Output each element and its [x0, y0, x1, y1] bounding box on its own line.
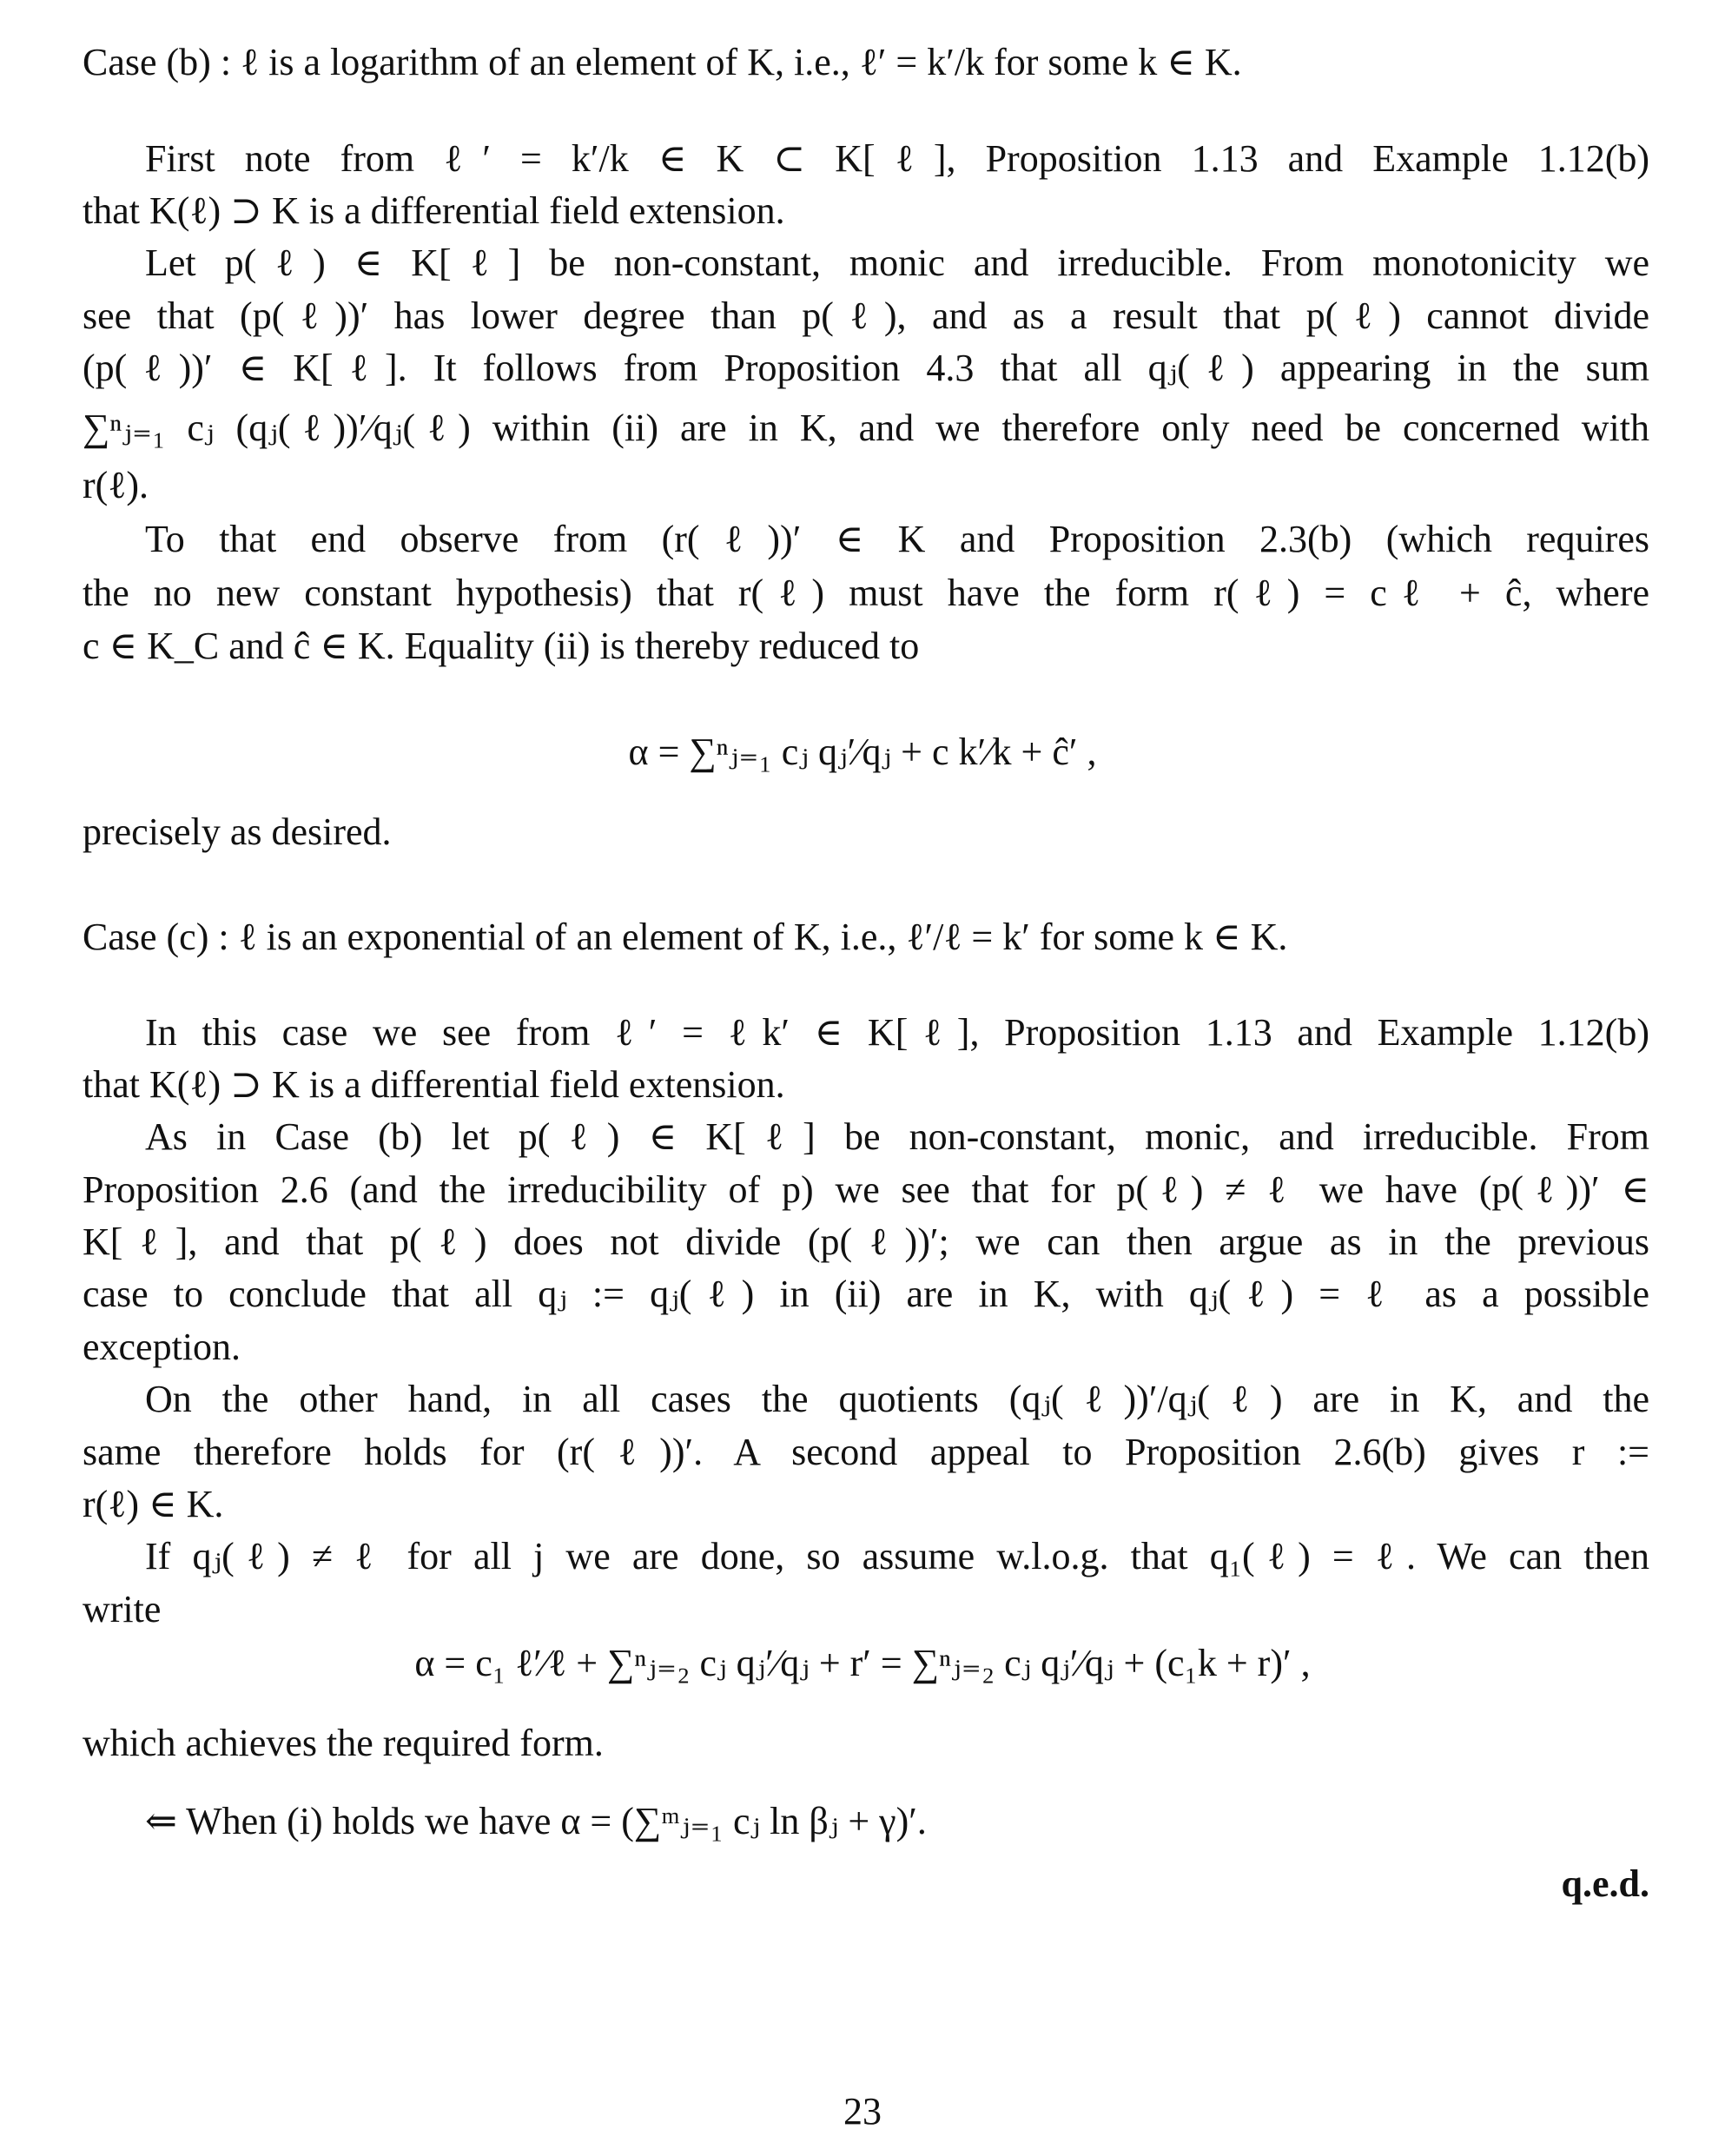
paragraph-line: (p(ℓ))′ ∈ K[ℓ]. It follows from Proposition 4.3 that all qⱼ(ℓ) appearing in the sum	[83, 347, 1649, 389]
paragraph-line: Let p(ℓ) ∈ K[ℓ] be non-constant, monic and irreducible. From monotonicity we	[145, 241, 1649, 284]
paragraph-line: r(ℓ).	[83, 464, 149, 506]
paragraph-line: the no new constant hypothesis) that r(ℓ) must have the form r(ℓ) = cℓ + ĉ, where	[83, 572, 1649, 614]
paragraph-line: To that end observe from (r(ℓ))′ ∈ K and Proposition 2.3(b) (which requires	[145, 518, 1649, 560]
paragraph-line: that K(ℓ) ⊃ K is a differential field extension.	[83, 189, 785, 232]
paragraph-line: If qⱼ(ℓ) ≠ ℓ for all j we are done, so assume w.l.o.g. that q₁(ℓ) = ℓ. We can then	[145, 1535, 1649, 1577]
page-number: 23	[843, 2090, 882, 2133]
paragraph-line: ∑ⁿⱼ₌₁ cⱼ (qⱼ(ℓ))′⁄qⱼ(ℓ) within (ii) are in K, and we therefore only need be concerned with	[83, 407, 1649, 449]
paragraph-line: As in Case (b) let p(ℓ) ∈ K[ℓ] be non-constant, monic, and irreducible. From	[145, 1115, 1649, 1158]
paragraph-line: write	[83, 1588, 162, 1630]
paragraph-line: case to conclude that all qⱼ := qⱼ(ℓ) in (ii) are in K, with qⱼ(ℓ) = ℓ as a possible	[83, 1273, 1649, 1315]
display-equation: α = ∑ⁿⱼ₌₁ cⱼ qⱼ′⁄qⱼ + c k′⁄k + ĉ′ ,	[628, 731, 1097, 773]
paragraph-line: K[ℓ], and that p(ℓ) does not divide (p(ℓ))′; we can then argue as in the previous	[83, 1220, 1649, 1263]
paragraph-line: that K(ℓ) ⊃ K is a differential field extension.	[83, 1063, 785, 1106]
qed-mark: q.e.d.	[1561, 1862, 1649, 1905]
paragraph-line: see that (p(ℓ))′ has lower degree than p(ℓ), and as a result that p(ℓ) cannot divide	[83, 294, 1649, 337]
case-c-heading: Case (c) : ℓ is an exponential of an element of K, i.e., ℓ′/ℓ = k′ for some k ∈ K.	[83, 916, 1288, 958]
paragraph-line: same therefore holds for (r(ℓ))′. A second appeal to Proposition 2.6(b) gives r :=	[83, 1431, 1649, 1473]
paragraph-line: On the other hand, in all cases the quotients (qⱼ(ℓ))′/qⱼ(ℓ) are in K, and the	[145, 1378, 1649, 1420]
paragraph-line: exception.	[83, 1326, 241, 1368]
paragraph-line: In this case we see from ℓ′ = ℓk′ ∈ K[ℓ], Proposition 1.13 and Example 1.12(b)	[145, 1011, 1649, 1054]
paragraph-line: which achieves the required form.	[83, 1722, 604, 1764]
paragraph-line: r(ℓ) ∈ K.	[83, 1483, 224, 1525]
paragraph-line: ⇐ When (i) holds we have α = (∑ᵐⱼ₌₁ cⱼ ln βⱼ + γ)′.	[145, 1800, 927, 1842]
paragraph-line: c ∈ K_C and ĉ ∈ K. Equality (ii) is thereby reduced to	[83, 625, 920, 667]
paragraph-line: Proposition 2.6 (and the irreducibility of p) we see that for p(ℓ) ≠ ℓ we have (p(ℓ))′ ∈	[83, 1168, 1649, 1211]
display-equation: α = c₁ ℓ′⁄ℓ + ∑ⁿⱼ₌₂ cⱼ qⱼ′⁄qⱼ + r′ = ∑ⁿⱼ₌₂ cⱼ qⱼ′⁄qⱼ + (c₁k + r)′ ,	[414, 1642, 1311, 1684]
case-b-heading: Case (b) : ℓ is a logarithm of an element of K, i.e., ℓ′ = k′/k for some k ∈ K.	[83, 41, 1242, 83]
paragraph-line: precisely as desired.	[83, 810, 392, 853]
paragraph-line: First note from ℓ′ = k′/k ∈ K ⊂ K[ℓ], Proposition 1.13 and Example 1.12(b)	[145, 137, 1649, 180]
